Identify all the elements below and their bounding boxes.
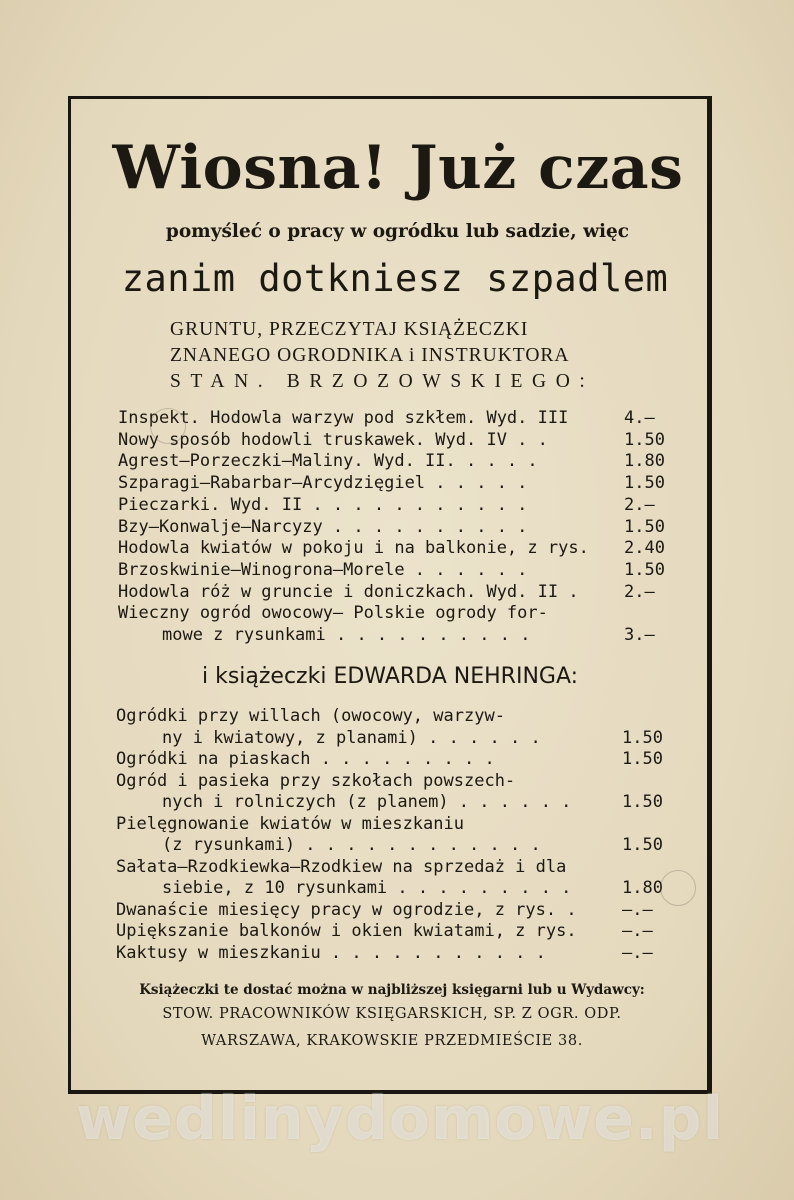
book-entry	[116, 813, 676, 835]
book-title: Brzoskwinie—Winogrona—Morele . . . . . .	[118, 559, 528, 580]
book-title: Pieczarki. Wyd. II . . . . . . . . . . .	[118, 494, 528, 515]
book-entry	[116, 877, 676, 899]
stamp-mark	[660, 870, 696, 906]
book-title: Dwanaście miesięcy pracy w ogrodzie, z rys. .	[116, 899, 577, 920]
book-entry	[116, 770, 676, 792]
book-entry	[118, 537, 678, 559]
book-price: 2.—	[624, 494, 655, 515]
book-price: 1.50	[622, 835, 663, 855]
book-price: 1.50	[624, 559, 665, 580]
section-heading-nehring	[120, 662, 660, 692]
book-price: 2.40	[624, 538, 665, 559]
book-entry	[118, 559, 678, 581]
book-entry	[116, 705, 676, 727]
book-title: ny i kwiatowy, z planami) . . . . . .	[162, 727, 541, 748]
book-entry	[118, 494, 678, 516]
section-author: EDWARDA NEHRINGA:	[333, 664, 579, 689]
book-entry	[116, 748, 676, 770]
book-title: Pielęgnowanie kwiatów w mieszkaniu	[116, 813, 464, 834]
book-price: —.—	[622, 921, 653, 941]
section-prefix: i książeczki	[201, 664, 327, 689]
publisher-address: WARSZAWA, KRAKOWSKIE PRZEDMIEŚCIE 38.	[201, 1033, 583, 1049]
book-entry	[118, 429, 678, 451]
book-price: 2.—	[624, 581, 655, 602]
book-entry	[118, 472, 678, 494]
book-entry	[118, 581, 678, 603]
book-price: 1.50	[622, 792, 663, 812]
book-entry	[116, 834, 676, 856]
book-price: 1.50	[622, 727, 663, 748]
book-title: Ogród i pasieka przy szkołach powszech-	[116, 770, 516, 791]
book-price: 1.50	[624, 473, 665, 494]
book-title: Upiększanie balkonów i okien kwiatami, z rys.	[116, 921, 577, 941]
book-title: Wieczny ogród owocowy— Polskie ogrody for-	[118, 603, 548, 624]
book-entry	[118, 602, 678, 624]
watermark: wedlinydomowe.pl	[75, 1084, 725, 1154]
book-price: 1.50	[624, 516, 665, 537]
book-price: 4.—	[624, 408, 655, 428]
book-entry	[116, 899, 676, 921]
book-price: 1.80	[622, 878, 663, 898]
book-title: nych i rolniczych (z planem) . . . . . .	[162, 792, 572, 812]
book-price: 1.50	[622, 749, 663, 769]
book-title: Bzy—Konwalje—Narcyzy . . . . . . . . . .	[118, 516, 528, 537]
book-title: Ogródki na piaskach . . . . . . . . .	[116, 749, 495, 769]
book-title: siebie, z 10 rysunkami . . . . . . . . .	[162, 878, 572, 898]
book-title: Inspekt. Hodowla warzyw pod szkłem. Wyd. III	[118, 408, 569, 428]
intro-line-2: ZNANEGO OGRODNIKA i INSTRUKTORA	[170, 345, 570, 366]
book-entry	[116, 727, 676, 749]
book-entry	[116, 856, 676, 878]
book-price: 1.80	[624, 451, 665, 472]
publisher-name: STOW. PRACOWNIKÓW KSIĘGARSKICH, SP. Z OGR. ODP.	[162, 1006, 622, 1022]
book-price: 3.—	[624, 625, 655, 645]
headline: Wiosna! Już czas	[112, 133, 684, 203]
book-title: Ogródki przy willach (owocowy, warzyw-	[116, 706, 505, 726]
book-entry	[118, 407, 678, 429]
book-title: Sałata—Rzodkiewka—Rzodkiew na sprzedaż i dla	[116, 856, 567, 877]
book-entry	[118, 516, 678, 538]
book-price: 1.50	[624, 429, 665, 450]
book-title: Nowy sposób hodowli truskawek. Wyd. IV . .	[118, 429, 548, 450]
book-entry	[116, 942, 676, 964]
availability-note: Książeczki te dostać można w najbliższej księgarni lub u Wydawcy:	[139, 982, 645, 998]
intro-line-1: GRUNTU, PRZECZYTAJ KSIĄŻECZKI	[170, 319, 529, 340]
book-title: Agrest—Porzeczki—Maliny. Wyd. II. . . . .	[118, 451, 538, 472]
book-price: —.—	[622, 942, 653, 963]
book-title: (z rysunkami) . . . . . . . . . . . .	[162, 835, 541, 855]
subheadline: pomyśleć o pracy w ogródku lub sadzie, więc	[165, 221, 630, 242]
big-line: zanim dotkniesz szpadlem	[121, 257, 669, 300]
book-title: mowe z rysunkami . . . . . . . . . .	[162, 625, 531, 645]
book-title: Hodowla kwiatów w pokoju i na balkonie, z rys.	[118, 538, 589, 559]
intro-line-3: STAN. BRZOZOWSKIEGO:	[170, 371, 595, 392]
stamp-mark	[150, 408, 186, 444]
book-title: Kaktusy w mieszkaniu . . . . . . . . . . .	[116, 942, 546, 963]
book-entry	[118, 450, 678, 472]
book-price: —.—	[622, 899, 653, 920]
book-entry	[116, 920, 676, 942]
book-entry	[116, 791, 676, 813]
book-title: Hodowla róż w gruncie i doniczkach. Wyd. II .	[118, 581, 579, 602]
book-title: Szparagi—Rabarbar—Arcydzięgiel . . . . .	[118, 473, 528, 494]
book-entry	[118, 624, 678, 646]
